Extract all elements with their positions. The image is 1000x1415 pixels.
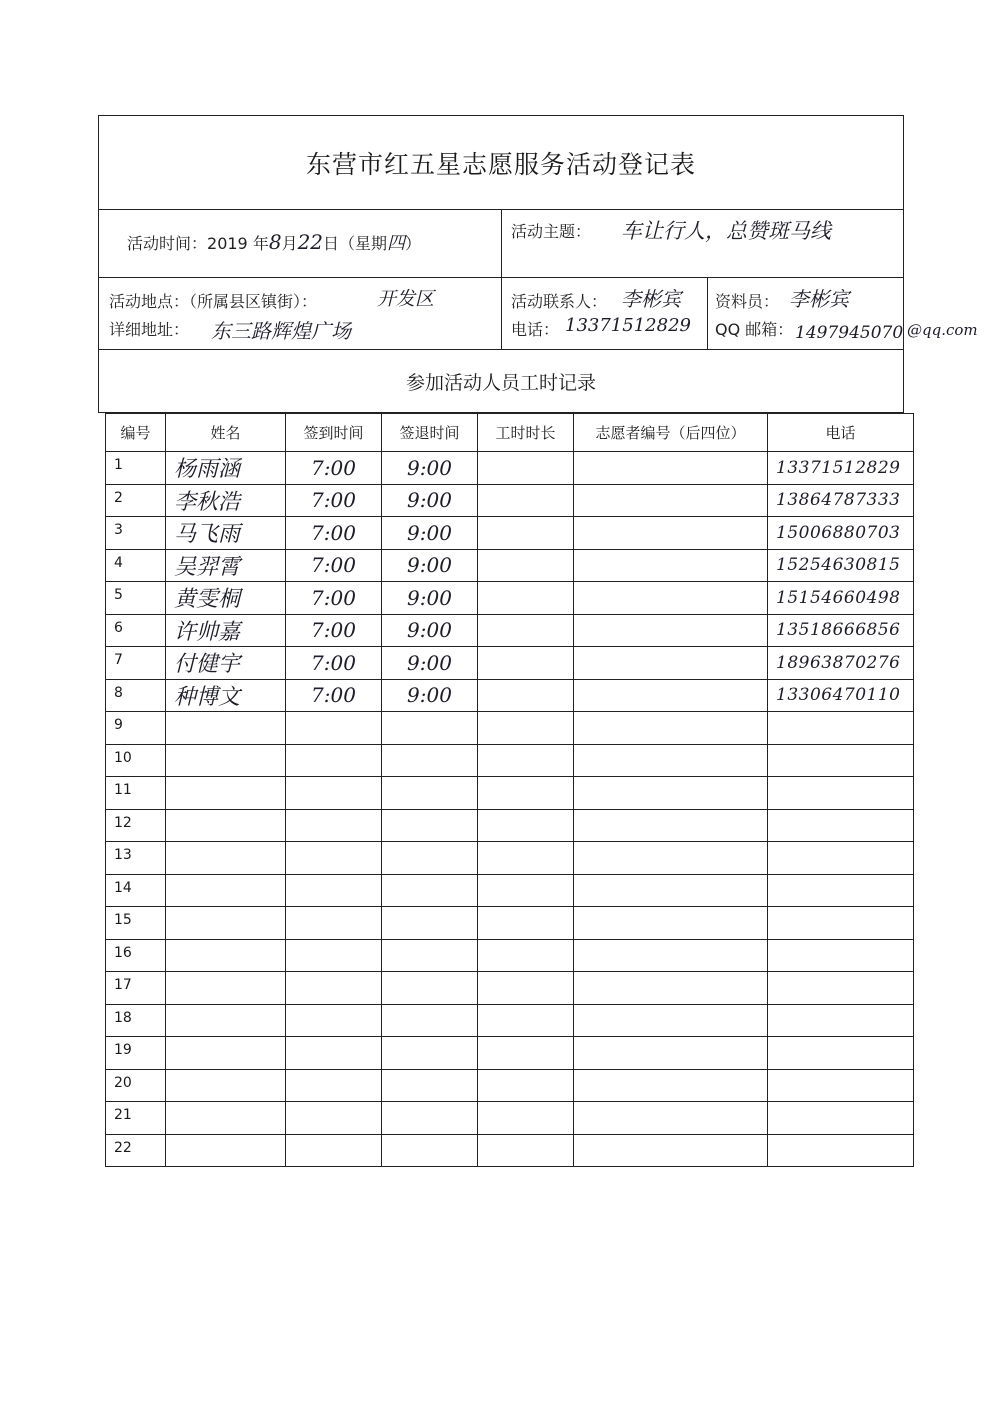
cell-signin — [286, 907, 382, 940]
cell-volunteer-id — [574, 484, 768, 517]
cell-hours — [478, 972, 574, 1005]
cell-volunteer-id — [574, 582, 768, 615]
cell-no: 18 — [106, 1004, 166, 1037]
table-row — [106, 517, 914, 550]
cell-volunteer-id — [574, 1102, 768, 1135]
cell-name — [166, 874, 286, 907]
time-month: 8 — [268, 230, 282, 254]
cell-no: 10 — [106, 744, 166, 777]
cell-signout — [382, 582, 478, 615]
cell-hours — [478, 484, 574, 517]
cell-no: 7 — [106, 647, 166, 680]
cell-name-text: 马飞雨 — [174, 522, 241, 548]
table-row — [106, 939, 914, 972]
cell-signin — [286, 614, 382, 647]
cell-name-text: 吴羿霄 — [174, 554, 241, 580]
time-month-suffix: 月 — [281, 234, 298, 253]
table-row — [106, 1004, 914, 1037]
cell-phone — [768, 549, 914, 582]
cell-no: 2 — [106, 484, 166, 517]
cell-name-text: 黄雯桐 — [174, 587, 241, 613]
cell-hours — [478, 939, 574, 972]
cell-phone-text: 13864787333 — [776, 490, 901, 511]
cell-signin — [286, 517, 382, 550]
cell-signin — [286, 972, 382, 1005]
cell-phone — [768, 484, 914, 517]
cell-signin — [286, 744, 382, 777]
cell-signin — [286, 1004, 382, 1037]
cell-phone-text: 15154660498 — [776, 587, 901, 608]
cell-phone — [768, 874, 914, 907]
cell-volunteer-id — [574, 842, 768, 875]
col-header-name: 姓名 — [166, 414, 286, 452]
col-header-signin: 签到时间 — [286, 414, 382, 452]
divider — [501, 277, 502, 349]
cell-signout — [382, 452, 478, 485]
cell-signin — [286, 582, 382, 615]
table-row — [106, 972, 914, 1005]
cell-signin — [286, 549, 382, 582]
cell-no: 8 — [106, 679, 166, 712]
cell-signout-text: 9:00 — [407, 683, 452, 708]
cell-name — [166, 517, 286, 550]
cell-name — [166, 647, 286, 680]
cell-signin-text: 7:00 — [311, 553, 356, 578]
cell-name — [166, 484, 286, 517]
cell-signin — [286, 484, 382, 517]
cell-phone — [768, 1134, 914, 1167]
cell-signin — [286, 452, 382, 485]
cell-phone-text: 18963870276 — [776, 652, 901, 673]
cell-phone-text: 13306470110 — [776, 685, 901, 706]
cell-signout — [382, 1102, 478, 1135]
cell-name-text: 李秋浩 — [174, 489, 241, 515]
cell-phone — [768, 517, 914, 550]
col-header-phone: 电话 — [768, 414, 914, 452]
cell-name — [166, 452, 286, 485]
col-header-signout: 签退时间 — [382, 414, 478, 452]
cell-name — [166, 907, 286, 940]
cell-volunteer-id — [574, 744, 768, 777]
location-label: 活动地点：（所属县区镇街）： — [109, 292, 318, 311]
cell-signout-text: 9:00 — [407, 520, 452, 545]
cell-signout — [382, 842, 478, 875]
time-day-suffix: 日（星期 — [323, 234, 388, 253]
cell-phone-text: 13371512829 — [776, 457, 901, 478]
cell-signout — [382, 874, 478, 907]
cell-name — [166, 1102, 286, 1135]
cell-hours — [478, 777, 574, 810]
cell-signin — [286, 809, 382, 842]
cell-name — [166, 549, 286, 582]
cell-no: 1 — [106, 452, 166, 485]
cell-signin — [286, 679, 382, 712]
table-row — [106, 484, 914, 517]
cell-hours — [478, 809, 574, 842]
cell-phone — [768, 777, 914, 810]
cell-volunteer-id — [574, 1004, 768, 1037]
cell-name — [166, 1069, 286, 1102]
cell-name — [166, 777, 286, 810]
cell-phone — [768, 744, 914, 777]
time-weekday: 四 — [387, 233, 406, 254]
cell-no: 20 — [106, 1069, 166, 1102]
qq-domain: @qq.com — [907, 321, 978, 339]
cell-name-text: 许帅嘉 — [174, 619, 241, 645]
cell-phone — [768, 907, 914, 940]
cell-volunteer-id — [574, 874, 768, 907]
cell-phone-text: 15254630815 — [776, 555, 901, 576]
cell-volunteer-id — [574, 907, 768, 940]
table-row — [106, 809, 914, 842]
cell-hours — [478, 874, 574, 907]
cell-signout — [382, 744, 478, 777]
cell-hours — [478, 679, 574, 712]
cell-volunteer-id — [574, 712, 768, 745]
cell-name — [166, 972, 286, 1005]
cell-signin — [286, 1037, 382, 1070]
location-value: 开发区 — [377, 288, 435, 310]
table-row — [106, 452, 914, 485]
cell-signout — [382, 1069, 478, 1102]
time-close: ） — [405, 234, 422, 253]
phone-value: 13371512829 — [565, 315, 691, 336]
cell-no: 6 — [106, 614, 166, 647]
cell-signout — [382, 679, 478, 712]
table-row — [106, 1134, 914, 1167]
cell-no: 5 — [106, 582, 166, 615]
cell-no: 12 — [106, 809, 166, 842]
cell-no: 17 — [106, 972, 166, 1005]
cell-signout — [382, 777, 478, 810]
cell-hours — [478, 1004, 574, 1037]
cell-hours — [478, 744, 574, 777]
cell-signout-text: 9:00 — [407, 553, 452, 578]
phone-label: 电话： — [511, 320, 560, 339]
cell-name — [166, 679, 286, 712]
cell-hours — [478, 907, 574, 940]
cell-name — [166, 939, 286, 972]
form-header — [98, 115, 978, 413]
address-label: 详细地址： — [109, 320, 190, 339]
cell-hours — [478, 1134, 574, 1167]
cell-name — [166, 744, 286, 777]
cell-phone — [768, 1037, 914, 1070]
qq-label: QQ 邮箱： — [715, 320, 794, 339]
cell-hours — [478, 1069, 574, 1102]
cell-volunteer-id — [574, 452, 768, 485]
cell-signin — [286, 1069, 382, 1102]
cell-phone — [768, 614, 914, 647]
cell-name-text: 付健宇 — [174, 652, 241, 678]
table-row — [106, 614, 914, 647]
cell-signin-text: 7:00 — [311, 585, 356, 610]
cell-signout — [382, 809, 478, 842]
cell-signin-text: 7:00 — [311, 488, 356, 513]
cell-volunteer-id — [574, 972, 768, 1005]
table-row — [106, 744, 914, 777]
cell-signin-text: 7:00 — [311, 618, 356, 643]
cell-no: 9 — [106, 712, 166, 745]
table-row — [106, 712, 914, 745]
cell-name — [166, 1004, 286, 1037]
table-row — [106, 777, 914, 810]
table-row — [106, 842, 914, 875]
cell-hours — [478, 1037, 574, 1070]
cell-signout — [382, 972, 478, 1005]
cell-name — [166, 1134, 286, 1167]
cell-phone — [768, 1004, 914, 1037]
divider — [501, 209, 502, 277]
cell-signout — [382, 1134, 478, 1167]
cell-phone — [768, 647, 914, 680]
activity-time — [127, 229, 421, 255]
cell-signout — [382, 484, 478, 517]
cell-hours — [478, 582, 574, 615]
cell-hours — [478, 842, 574, 875]
cell-no: 4 — [106, 549, 166, 582]
cell-no: 22 — [106, 1134, 166, 1167]
cell-signout-text: 9:00 — [407, 585, 452, 610]
cell-signout — [382, 1004, 478, 1037]
col-header-volunteer-id: 志愿者编号（后四位） — [574, 414, 768, 452]
cell-name — [166, 712, 286, 745]
cell-hours — [478, 517, 574, 550]
cell-phone — [768, 809, 914, 842]
cell-signout — [382, 907, 478, 940]
table-header-row — [106, 414, 914, 452]
cell-signin-text: 7:00 — [311, 520, 356, 545]
cell-no: 21 — [106, 1102, 166, 1135]
info-row-location-contact — [99, 277, 978, 350]
table-row — [106, 1069, 914, 1102]
cell-volunteer-id — [574, 517, 768, 550]
cell-phone-text: 13518666856 — [776, 620, 901, 641]
cell-name-text: 杨雨涵 — [174, 457, 241, 483]
cell-phone — [768, 972, 914, 1005]
cell-volunteer-id — [574, 1069, 768, 1102]
cell-phone — [768, 939, 914, 972]
title-row — [99, 116, 903, 210]
cell-signin — [286, 777, 382, 810]
cell-volunteer-id — [574, 614, 768, 647]
cell-no: 14 — [106, 874, 166, 907]
time-year: 2019 年 — [207, 234, 269, 253]
table-row — [106, 582, 914, 615]
clerk-value: 李彬宾 — [789, 287, 849, 311]
cell-signout-text: 9:00 — [407, 488, 452, 513]
clerk-label: 资料员： — [715, 292, 780, 311]
theme-value: 车让行人，总赞斑马线 — [621, 219, 831, 243]
cell-signout — [382, 549, 478, 582]
contact-label: 活动联系人： — [511, 292, 608, 311]
table-row — [106, 679, 914, 712]
info-row-time-theme — [99, 209, 903, 278]
cell-no: 13 — [106, 842, 166, 875]
qq-value: 1497945070 — [795, 323, 904, 343]
cell-signin-text: 7:00 — [311, 683, 356, 708]
cell-hours — [478, 1102, 574, 1135]
table-row — [106, 549, 914, 582]
cell-name-text: 种博文 — [174, 684, 241, 710]
cell-no: 15 — [106, 907, 166, 940]
cell-signout — [382, 712, 478, 745]
cell-name — [166, 809, 286, 842]
cell-hours — [478, 452, 574, 485]
cell-phone — [768, 452, 914, 485]
section-row — [99, 349, 903, 414]
cell-phone-text: 15006880703 — [776, 522, 901, 543]
table-row — [106, 647, 914, 680]
cell-name — [166, 614, 286, 647]
table-row — [106, 1102, 914, 1135]
cell-signout — [382, 647, 478, 680]
time-label: 活动时间： — [127, 234, 208, 253]
cell-volunteer-id — [574, 809, 768, 842]
cell-signout — [382, 517, 478, 550]
cell-no: 11 — [106, 777, 166, 810]
cell-name — [166, 582, 286, 615]
divider — [707, 277, 708, 349]
cell-signin — [286, 1134, 382, 1167]
cell-volunteer-id — [574, 777, 768, 810]
cell-signin — [286, 712, 382, 745]
cell-phone — [768, 712, 914, 745]
theme-label: 活动主题： — [511, 222, 592, 241]
cell-signout — [382, 614, 478, 647]
table-row — [106, 1037, 914, 1070]
cell-volunteer-id — [574, 679, 768, 712]
cell-no: 3 — [106, 517, 166, 550]
col-header-no: 编号 — [106, 414, 166, 452]
cell-volunteer-id — [574, 1134, 768, 1167]
address-value: 东三路辉煌广场 — [211, 319, 351, 343]
time-day: 22 — [297, 230, 324, 254]
cell-no: 16 — [106, 939, 166, 972]
cell-volunteer-id — [574, 647, 768, 680]
form-title: 东营市红五星志愿服务活动登记表 — [305, 149, 696, 179]
cell-signin — [286, 842, 382, 875]
cell-hours — [478, 549, 574, 582]
cell-name — [166, 842, 286, 875]
cell-signin — [286, 1102, 382, 1135]
cell-signin-text: 7:00 — [311, 455, 356, 480]
cell-name — [166, 1037, 286, 1070]
section-title: 参加活动人员工时记录 — [405, 372, 596, 394]
cell-volunteer-id — [574, 939, 768, 972]
cell-signout — [382, 1037, 478, 1070]
records-table — [105, 413, 914, 1167]
cell-signin — [286, 647, 382, 680]
cell-no: 19 — [106, 1037, 166, 1070]
cell-signout — [382, 939, 478, 972]
table-body — [106, 452, 914, 1167]
contact-value: 李彬宾 — [621, 287, 681, 311]
cell-phone — [768, 582, 914, 615]
cell-signout-text: 9:00 — [407, 650, 452, 675]
cell-signout-text: 9:00 — [407, 455, 452, 480]
cell-hours — [478, 614, 574, 647]
col-header-hours: 工时时长 — [478, 414, 574, 452]
cell-volunteer-id — [574, 549, 768, 582]
cell-hours — [478, 647, 574, 680]
cell-signin — [286, 874, 382, 907]
cell-phone — [768, 842, 914, 875]
cell-signin — [286, 939, 382, 972]
cell-phone — [768, 1102, 914, 1135]
table-row — [106, 907, 914, 940]
cell-hours — [478, 712, 574, 745]
cell-volunteer-id — [574, 1037, 768, 1070]
cell-phone — [768, 679, 914, 712]
cell-signin-text: 7:00 — [311, 650, 356, 675]
cell-signout-text: 9:00 — [407, 618, 452, 643]
cell-phone — [768, 1069, 914, 1102]
table-row — [106, 874, 914, 907]
